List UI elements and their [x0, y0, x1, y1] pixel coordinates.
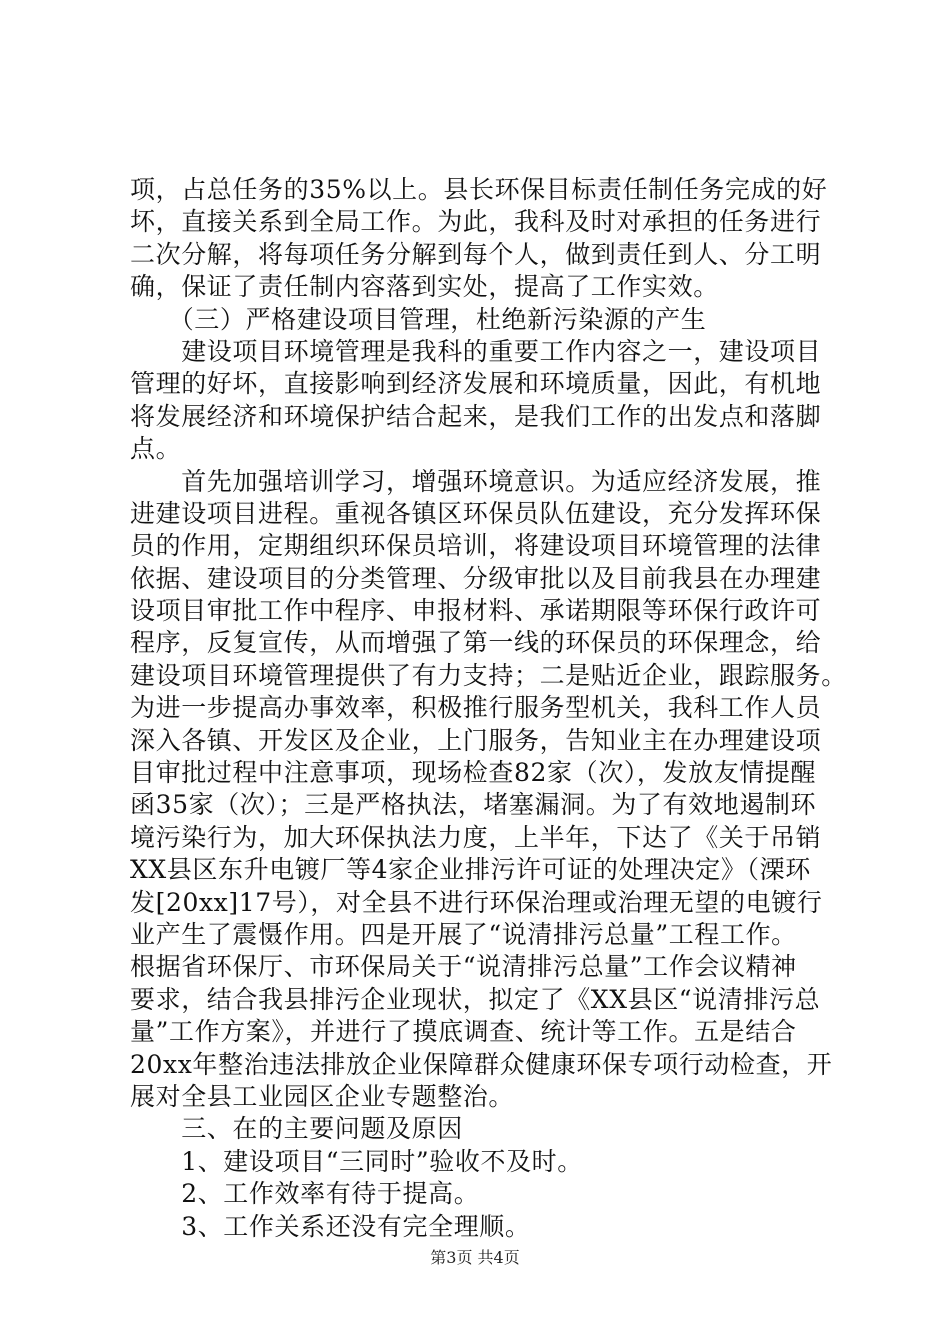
text-line: 程序，反复宣传，从而增强了第一线的环保员的环保理念，给: [130, 628, 822, 658]
text-line: 将发展经济和环境保护结合起来，是我们工作的出发点和落脚: [130, 401, 822, 431]
text-line: 为进一步提高办事效率，积极推行服务型机关，我科工作人员: [130, 693, 822, 723]
text-line: 发[20xx]17号），对全县不进行环保治理或治理无望的电镀行: [130, 887, 823, 917]
text-line: 进建设项目进程。重视各镇区环保员队伍建设，充分发挥环保: [130, 498, 822, 528]
text-line: 项，占总任务的35%以上。县长环保目标责任制任务完成的好: [130, 175, 828, 204]
text-line: XX县区东升电镀厂等4家企业排污许可证的处理决定》（溧环: [130, 855, 811, 885]
text-line: 根据省环保厅、市环保局关于“说清排污总量”工作会议精神: [130, 952, 797, 982]
text-line: 二次分解，将每项任务分解到每个人，做到责任到人、分工明: [130, 239, 822, 269]
text-line: 2、工作效率有待于提高。: [130, 1179, 480, 1209]
text-line: 业产生了震慑作用。四是开展了“说清排污总量”工程工作。: [130, 919, 797, 949]
text-line: 3、工作关系还没有完全理顺。: [130, 1211, 531, 1241]
document-body: [130, 174, 847, 1243]
text-line: 建设项目环境管理是我科的重要工作内容之一，建设项目: [130, 336, 822, 366]
text-line: 要求，结合我县排污企业现状，拟定了《XX县区“说清排污总: [130, 984, 821, 1014]
text-line: 依据、建设项目的分类管理、分级审批以及目前我县在办理建: [130, 563, 822, 593]
text-line: 坏，直接关系到全局工作。为此，我科及时对承担的任务进行: [130, 207, 822, 237]
text-line: 首先加强培训学习，增强环境意识。为适应经济发展，推: [130, 466, 822, 496]
text-line: （三）严格建设项目管理，杜绝新污染源的产生: [130, 304, 707, 334]
text-line: 点。: [130, 434, 182, 464]
text-line: 目审批过程中注意事项，现场检查82家（次），发放友情提醒: [130, 758, 817, 788]
text-line: 确，保证了责任制内容落到实处，提高了工作实效。: [130, 272, 719, 302]
text-line: 三、在的主要问题及原因: [130, 1114, 463, 1144]
text-line: 建设项目环境管理提供了有力支持；二是贴近企业，跟踪服务。: [130, 660, 847, 690]
text-line: 深入各镇、开发区及企业，上门服务，告知业主在办理建设项: [130, 725, 822, 755]
text-line: 展对全县工业园区企业专题整治。: [130, 1081, 515, 1111]
text-line: 员的作用，定期组织环保员培训，将建设项目环境管理的法律: [130, 531, 822, 561]
text-line: 1、建设项目“三同时”验收不及时。: [130, 1146, 583, 1176]
text-line: 管理的好坏，直接影响到经济发展和环境质量，因此，有机地: [130, 369, 822, 399]
page-number-footer: 第3页 共4页: [430, 1248, 520, 1267]
text-line: 函35家（次）；三是严格执法，堵塞漏洞。为了有效地遏制环: [130, 790, 817, 820]
text-line: 20xx年整治违法排放企业保障群众健康环保专项行动检查，开: [130, 1049, 833, 1079]
text-line: 境污染行为，加大环保执法力度，上半年，下达了《关于吊销: [130, 822, 822, 852]
text-line: 量”工作方案》，并进行了摸底调查、统计等工作。五是结合: [130, 1017, 797, 1047]
text-line: 设项目审批工作中程序、申报材料、承诺期限等环保行政许可: [130, 596, 822, 626]
